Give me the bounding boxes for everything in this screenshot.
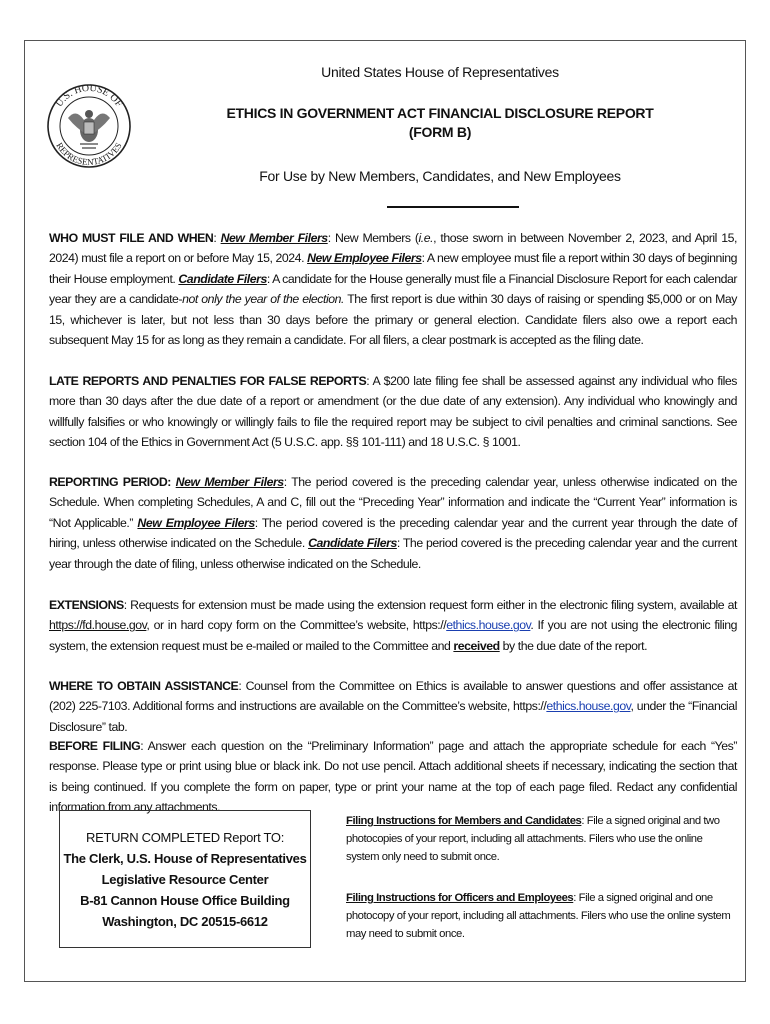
return-office: Legislative Resource Center: [101, 872, 269, 887]
instructions-heading: Filing Instructions for Members and Candidates: [346, 815, 582, 827]
text: : A candidate for the House generally must file a Financial Disclosure Report for each calendar year they are a candidate-: [49, 271, 738, 307]
return-heading: RETURN COMPLETED Report TO:: [85, 830, 284, 845]
ethics-house-link[interactable]: ethics.house.gov: [546, 699, 631, 714]
report-title-line1: ETHICS IN GOVERNMENT ACT FINANCIAL DISCLOSURE REPORT: [226, 105, 654, 121]
text: : Counsel from the Committee on Ethics is available to answer questions and offer assistance at (202) 225-7103. Additional forms and instructions are available on the Committee’s website, https://: [49, 679, 737, 714]
section-label: REPORTING PERIOD:: [49, 475, 171, 489]
new-employee-filers-term: New Employee Filers: [307, 251, 422, 266]
svg-text:U.S. HOUSE OF: U.S. HOUSE OF: [53, 82, 125, 110]
text: : The period covered is the preceding calendar year and the current year through the date of hiring, unless otherwise indicated on the Schedule.: [49, 515, 738, 551]
text: : File a signed original and one photocopy of your report, including all attachments. Filers who use the online system may need to submit once.: [346, 892, 731, 940]
report-title: [160, 104, 720, 142]
received-emphasis: received: [453, 638, 500, 653]
fd-house-link[interactable]: https://fd.house.gov: [49, 618, 147, 633]
text: :: [213, 231, 221, 245]
filing-instructions-members: [346, 812, 734, 866]
return-city: Washington, DC 20515-6612: [102, 914, 268, 929]
text: : The period covered is the preceding calendar year, unless otherwise indicated on the Schedule. When completing Schedules, A and C, fill out the “Preceding Year” information and indicate the “Current Year” information is “Not Applicable.”: [49, 475, 737, 530]
instructions-heading: Filing Instructions for Officers and Employees: [346, 892, 574, 904]
house-seal-icon: [46, 56, 132, 190]
text: : A new employee must file a report within 30 days of beginning their House employment.: [49, 251, 737, 286]
header-divider: [387, 206, 519, 208]
new-employee-filers-term: New Employee Filers: [137, 515, 255, 530]
section-label: BEFORE FILING: [49, 739, 141, 753]
section-label: EXTENSIONS: [49, 598, 124, 612]
return-address-box: [59, 810, 311, 948]
candidate-filers-term: Candidate Filers: [308, 536, 397, 551]
candidate-filers-term: Candidate Filers: [178, 271, 267, 286]
text: . If you are not using the electronic filing system, the extension request must be e-mailed or mailed to the Committee and: [49, 618, 737, 653]
section-before-filing: [49, 736, 737, 818]
section-who-must-file: [49, 228, 737, 350]
report-usage: For Use by New Members, Candidates, and New Employees: [259, 168, 621, 184]
text: , those sworn in between November 2, 2023, and April 15, 2024) must file a report on or before May 15, 2024.: [49, 231, 737, 266]
text: : A $200 late filing fee shall be assessed against any individual who files more than 30 days after the due date of a report or amendment (or the due date of any extension). Any individual who knowingly and willfully falsifies or who knowingly or willingly fails to file the required report may be subject to civil penalties and criminal sanctions. See section 104 of the Ethics in Government Act (5 U.S.C. app. §§ 101-111) and 18 U.S.C. § 1001.: [49, 374, 737, 450]
section-late-reports: [49, 371, 737, 453]
section-label: LATE REPORTS AND PENALTIES FOR FALSE REPORTS: [49, 374, 367, 388]
text: by the due date of the report.: [499, 638, 648, 653]
new-member-filers-term: New Member Filers: [175, 475, 284, 489]
text: : Requests for extension must be made using the extension request form either in the electronic filing system, available at: [123, 598, 737, 612]
filing-instructions-officers: [346, 889, 734, 943]
text: : Answer each question on the “Preliminary Information” page and attach the appropriate schedule for each “Yes” response. Please type or print using blue or black ink. Do not use pencil. Attach additional sheets if necessary, indicating the section that is being continued. If you complete the form on paper, type or print your name at the top of each page filed. Redact any confidential information from any attachments.: [49, 739, 737, 815]
ethics-house-link[interactable]: ethics.house.gov: [446, 618, 531, 633]
svg-text:REPRESENTATIVES: REPRESENTATIVES: [54, 140, 124, 168]
text: i.e.: [418, 231, 434, 245]
new-member-filers-term: New Member Filers: [220, 231, 328, 245]
return-building: B-81 Cannon House Office Building: [80, 893, 290, 908]
text: not only the year of the election.: [182, 292, 344, 307]
section-label: WHO MUST FILE AND WHEN: [49, 231, 214, 245]
section-assistance: [49, 676, 737, 737]
section-extensions: [49, 595, 737, 656]
text: : New Members (: [327, 231, 419, 245]
section-label: WHERE TO OBTAIN ASSISTANCE: [49, 679, 239, 693]
section-reporting-period: [49, 472, 737, 574]
text: , under the “Financial Disclosure” tab.: [49, 699, 737, 734]
report-title-line2: (FORM B): [408, 124, 472, 140]
text: The first report is due within 30 days of raising or spending $5,000 or on May 15, whichever is later, but not less than 30 days before the primary or general election. Candidate filers also owe a report each subsequent May 15 for as long as they remain a candidate. For all filers, a clear postmark is accepted as the filing date.: [49, 292, 737, 348]
text: , or in hard copy form on the Committee’s website, https://: [146, 618, 447, 633]
agency-name: United States House of Representatives: [321, 64, 559, 80]
text: : The period covered is the preceding calendar year and the current year through the date of filing, unless otherwise indicated on the Schedule.: [49, 536, 737, 571]
text: : File a signed original and two photocopies of your report, including all attachments. Filers who use the online system only need to submit once.: [346, 815, 720, 863]
return-recipient: The Clerk, U.S. House of Representatives: [63, 851, 307, 866]
